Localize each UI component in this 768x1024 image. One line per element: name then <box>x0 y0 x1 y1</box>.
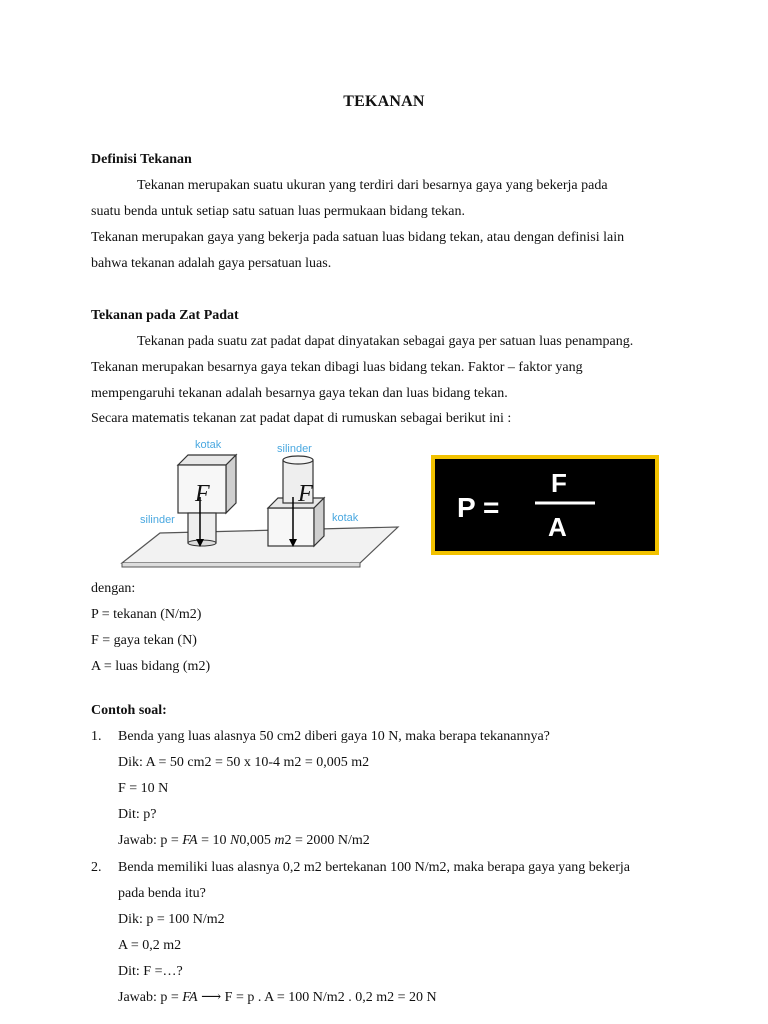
answer-line: Dit: F =…? <box>118 964 183 979</box>
math-var: N <box>230 833 240 848</box>
cylinder-top <box>283 456 313 464</box>
box-side-face <box>226 455 236 513</box>
section-heading-definisi: Definisi Tekanan <box>91 152 192 167</box>
section-heading-zat-padat: Tekanan pada Zat Padat <box>91 308 239 323</box>
jawab-text: 2 = 2000 N/m2 <box>284 833 370 848</box>
small-cylinder-body <box>188 513 216 543</box>
question-number: 2. <box>91 860 102 875</box>
math-var: FA <box>182 833 198 848</box>
label-silinder-left: silinder <box>140 514 175 526</box>
jawab-text: 0,005 <box>239 833 275 848</box>
label-kotak-top: kotak <box>195 439 222 451</box>
formula-denominator: A <box>548 512 567 542</box>
paragraph-line: suatu benda untuk setiap satu satuan luas permukaan bidang tekan. <box>91 204 466 219</box>
answer-line: Dik: A = 50 cm2 = 50 x 10-4 m2 = 0,005 m2 <box>118 755 370 770</box>
question-text: Benda memiliki luas alasnya 0,2 m2 bertekanan 100 N/m2, maka berapa gaya yang bekerja <box>118 860 630 875</box>
legend-item: A = luas bidang (m2) <box>91 659 211 674</box>
answer-line: Dik: p = 100 N/m2 <box>118 912 225 927</box>
formula-box <box>431 455 659 555</box>
question-number: 1. <box>91 729 102 744</box>
force-label-2: F <box>298 481 313 507</box>
paragraph-line: Tekanan merupakan besarnya gaya tekan dibagi luas bidang tekan. Faktor – faktor yang <box>91 360 583 375</box>
paragraph-line: bahwa tekanan adalah gaya persatuan luas. <box>91 256 332 271</box>
answer-line: A = 0,2 m2 <box>118 938 182 953</box>
paragraph-line: Tekanan merupakan suatu ukuran yang terdiri dari besarnya gaya yang bekerja pada <box>137 178 608 193</box>
answer-line-jawab <box>118 989 437 1006</box>
paragraph-line: mempengaruhi tekanan adalah besarnya gaya tekan dan luas bidang tekan. <box>91 386 508 401</box>
paragraph-line: Tekanan pada suatu zat padat dapat dinyatakan sebagai gaya per satuan luas penampang. <box>137 334 634 349</box>
label-silinder-top: silinder <box>277 443 312 455</box>
label-kotak-right: kotak <box>332 512 359 524</box>
answer-line: Dit: p? <box>118 807 157 822</box>
question-text: pada benda itu? <box>118 886 206 901</box>
pressure-illustration <box>120 435 400 575</box>
answer-line: F = 10 N <box>118 781 169 796</box>
jawab-text: Jawab: p = <box>118 833 183 848</box>
section-heading-contoh: Contoh soal: <box>91 703 167 718</box>
answer-line-jawab <box>118 832 370 849</box>
legend-item: F = gaya tekan (N) <box>91 633 197 648</box>
legend-intro: dengan: <box>91 581 136 596</box>
math-var: m <box>274 833 285 848</box>
force-label-1: F <box>195 481 210 507</box>
page-title: TEKANAN <box>343 93 425 110</box>
legend-item: P = tekanan (N/m2) <box>91 607 202 622</box>
pressure-formula <box>435 459 655 551</box>
jawab-text: ⟶ F = p . A = 100 N/m2 . 0,2 m2 = 20 N <box>197 990 437 1005</box>
jawab-text: Jawab: p = <box>118 990 183 1005</box>
jawab-text: = 10 <box>197 833 230 848</box>
question-text: Benda yang luas alasnya 50 cm2 diberi gaya 10 N, maka berapa tekanannya? <box>118 729 550 744</box>
paragraph-line: Tekanan merupakan gaya yang bekerja pada satuan luas bidang tekan, atau dengan definisi lain <box>91 230 625 245</box>
surface-plane <box>122 527 398 563</box>
surface-edge <box>122 563 360 567</box>
math-var: FA <box>182 990 198 1005</box>
paragraph-line: Secara matematis tekanan zat padat dapat di rumuskan sebagai berikut ini : <box>91 411 512 426</box>
formula-numerator: F <box>551 468 567 498</box>
formula-lhs: P = <box>457 492 500 523</box>
